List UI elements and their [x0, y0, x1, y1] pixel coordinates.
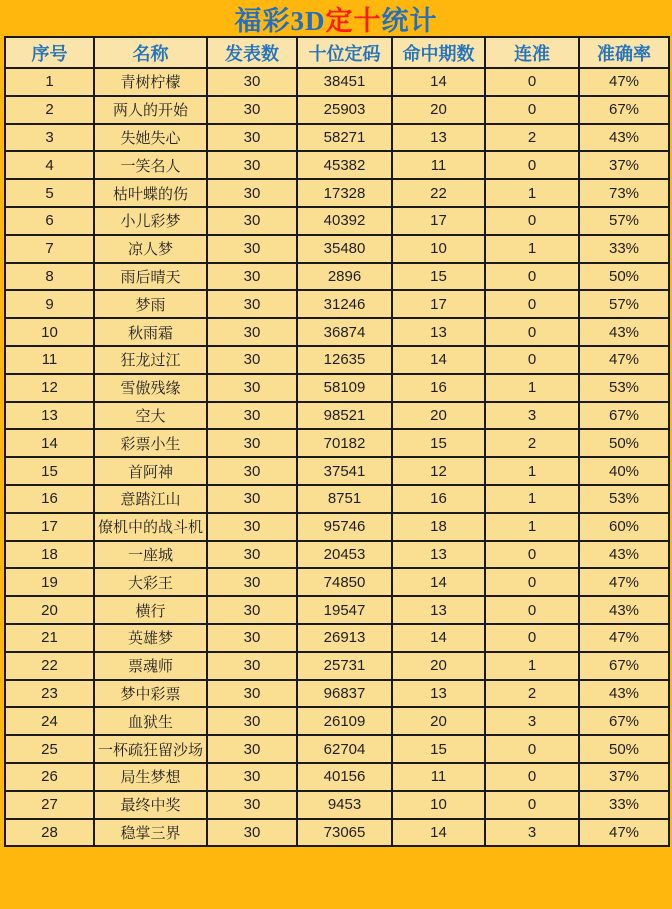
cell-hit-periods: 20 — [392, 96, 485, 124]
cell-hit-periods: 10 — [392, 235, 485, 263]
cell-tens-code: 95746 — [297, 513, 392, 541]
cell-tens-code: 98521 — [297, 402, 392, 430]
cell-streak: 0 — [485, 791, 579, 819]
table-row — [5, 346, 669, 374]
cell-name: 雪傲残缘 — [94, 374, 207, 402]
cell-tens-code: 58271 — [297, 124, 392, 152]
cell-streak: 0 — [485, 151, 579, 179]
cell-tens-code: 26913 — [297, 624, 392, 652]
cell-published-count: 30 — [207, 263, 297, 291]
table-row — [5, 235, 669, 263]
cell-tens-code: 12635 — [297, 346, 392, 374]
cell-streak: 0 — [485, 207, 579, 235]
header-index: 序号 — [5, 37, 94, 68]
table-header — [5, 37, 669, 68]
cell-name: 血狱生 — [94, 707, 207, 735]
cell-hit-periods: 15 — [392, 735, 485, 763]
cell-hit-periods: 22 — [392, 179, 485, 207]
cell-index: 14 — [5, 429, 94, 457]
title-part-blue-1: 福彩3D — [234, 5, 326, 36]
cell-streak: 0 — [485, 263, 579, 291]
table-row — [5, 541, 669, 569]
cell-index: 15 — [5, 457, 94, 485]
cell-tens-code: 20453 — [297, 541, 392, 569]
cell-accuracy: 37% — [579, 151, 669, 179]
cell-published-count: 30 — [207, 318, 297, 346]
cell-name: 最终中奖 — [94, 791, 207, 819]
cell-name: 大彩王 — [94, 568, 207, 596]
title-part-blue-2: 统计 — [381, 5, 438, 36]
cell-index: 4 — [5, 151, 94, 179]
cell-hit-periods: 16 — [392, 485, 485, 513]
table-row — [5, 68, 669, 96]
cell-index: 6 — [5, 207, 94, 235]
table-row — [5, 457, 669, 485]
cell-hit-periods: 17 — [392, 207, 485, 235]
table-row — [5, 290, 669, 318]
cell-name: 空大 — [94, 402, 207, 430]
page-title — [0, 0, 672, 36]
header-row — [5, 37, 669, 68]
cell-tens-code: 45382 — [297, 151, 392, 179]
cell-hit-periods: 13 — [392, 680, 485, 708]
cell-index: 5 — [5, 179, 94, 207]
table-row — [5, 429, 669, 457]
cell-hit-periods: 18 — [392, 513, 485, 541]
cell-streak: 2 — [485, 680, 579, 708]
cell-index: 13 — [5, 402, 94, 430]
header-name: 名称 — [94, 37, 207, 68]
cell-accuracy: 67% — [579, 652, 669, 680]
cell-published-count: 30 — [207, 68, 297, 96]
cell-index: 21 — [5, 624, 94, 652]
cell-name: 梦中彩票 — [94, 680, 207, 708]
table-row — [5, 568, 669, 596]
cell-streak: 0 — [485, 290, 579, 318]
cell-index: 12 — [5, 374, 94, 402]
cell-hit-periods: 13 — [392, 124, 485, 152]
cell-published-count: 30 — [207, 791, 297, 819]
cell-accuracy: 40% — [579, 457, 669, 485]
table-row — [5, 374, 669, 402]
cell-published-count: 30 — [207, 235, 297, 263]
cell-tens-code: 74850 — [297, 568, 392, 596]
cell-name: 枯叶蝶的伤 — [94, 179, 207, 207]
cell-name: 票魂师 — [94, 652, 207, 680]
table-row — [5, 652, 669, 680]
stats-table — [4, 36, 670, 847]
cell-tens-code: 40392 — [297, 207, 392, 235]
cell-hit-periods: 17 — [392, 290, 485, 318]
cell-name: 彩票小生 — [94, 429, 207, 457]
table-row — [5, 735, 669, 763]
cell-hit-periods: 15 — [392, 429, 485, 457]
cell-hit-periods: 11 — [392, 151, 485, 179]
cell-accuracy: 43% — [579, 596, 669, 624]
cell-name: 失她失心 — [94, 124, 207, 152]
cell-hit-periods: 13 — [392, 541, 485, 569]
cell-accuracy: 47% — [579, 624, 669, 652]
table-row — [5, 624, 669, 652]
header-tens-code: 十位定码 — [297, 37, 392, 68]
cell-tens-code: 8751 — [297, 485, 392, 513]
cell-index: 10 — [5, 318, 94, 346]
cell-index: 8 — [5, 263, 94, 291]
cell-accuracy: 37% — [579, 763, 669, 791]
cell-published-count: 30 — [207, 151, 297, 179]
cell-index: 25 — [5, 735, 94, 763]
cell-accuracy: 43% — [579, 124, 669, 152]
cell-name: 梦雨 — [94, 290, 207, 318]
cell-published-count: 30 — [207, 485, 297, 513]
cell-index: 7 — [5, 235, 94, 263]
cell-tens-code: 36874 — [297, 318, 392, 346]
header-streak: 连准 — [485, 37, 579, 68]
cell-tens-code: 35480 — [297, 235, 392, 263]
cell-accuracy: 43% — [579, 680, 669, 708]
cell-published-count: 30 — [207, 124, 297, 152]
cell-published-count: 30 — [207, 680, 297, 708]
table-row — [5, 707, 669, 735]
cell-accuracy: 47% — [579, 819, 669, 847]
cell-tens-code: 31246 — [297, 290, 392, 318]
cell-hit-periods: 13 — [392, 318, 485, 346]
table-row — [5, 207, 669, 235]
cell-tens-code: 2896 — [297, 263, 392, 291]
cell-name: 秋雨霜 — [94, 318, 207, 346]
cell-accuracy: 67% — [579, 707, 669, 735]
cell-streak: 0 — [485, 763, 579, 791]
cell-accuracy: 57% — [579, 207, 669, 235]
cell-index: 1 — [5, 68, 94, 96]
cell-name: 一座城 — [94, 541, 207, 569]
cell-published-count: 30 — [207, 96, 297, 124]
cell-streak: 1 — [485, 374, 579, 402]
cell-hit-periods: 14 — [392, 68, 485, 96]
cell-name: 凉人梦 — [94, 235, 207, 263]
cell-published-count: 30 — [207, 735, 297, 763]
header-accuracy: 准确率 — [579, 37, 669, 68]
cell-index: 20 — [5, 596, 94, 624]
cell-accuracy: 50% — [579, 263, 669, 291]
cell-accuracy: 43% — [579, 318, 669, 346]
cell-tens-code: 25731 — [297, 652, 392, 680]
cell-name: 一杯疏狂留沙场 — [94, 735, 207, 763]
cell-hit-periods: 14 — [392, 819, 485, 847]
cell-streak: 3 — [485, 707, 579, 735]
cell-name: 狂龙过江 — [94, 346, 207, 374]
cell-name: 两人的开始 — [94, 96, 207, 124]
cell-tens-code: 19547 — [297, 596, 392, 624]
cell-accuracy: 50% — [579, 735, 669, 763]
cell-tens-code: 26109 — [297, 707, 392, 735]
cell-published-count: 30 — [207, 819, 297, 847]
cell-accuracy: 53% — [579, 374, 669, 402]
cell-index: 22 — [5, 652, 94, 680]
cell-accuracy: 50% — [579, 429, 669, 457]
cell-hit-periods: 11 — [392, 763, 485, 791]
cell-index: 2 — [5, 96, 94, 124]
cell-hit-periods: 15 — [392, 263, 485, 291]
cell-hit-periods: 16 — [392, 374, 485, 402]
cell-streak: 0 — [485, 596, 579, 624]
cell-index: 26 — [5, 763, 94, 791]
cell-index: 23 — [5, 680, 94, 708]
cell-tens-code: 38451 — [297, 68, 392, 96]
cell-streak: 0 — [485, 735, 579, 763]
cell-index: 28 — [5, 819, 94, 847]
cell-index: 19 — [5, 568, 94, 596]
table-row — [5, 96, 669, 124]
cell-streak: 0 — [485, 318, 579, 346]
table-row — [5, 485, 669, 513]
cell-accuracy: 67% — [579, 402, 669, 430]
cell-name: 稳掌三界 — [94, 819, 207, 847]
cell-index: 18 — [5, 541, 94, 569]
header-hit-periods: 命中期数 — [392, 37, 485, 68]
table-row — [5, 124, 669, 152]
table-row — [5, 402, 669, 430]
cell-tens-code: 37541 — [297, 457, 392, 485]
cell-accuracy: 47% — [579, 346, 669, 374]
cell-accuracy: 47% — [579, 68, 669, 96]
table-row — [5, 179, 669, 207]
cell-name: 青树柠檬 — [94, 68, 207, 96]
cell-accuracy: 33% — [579, 235, 669, 263]
cell-tens-code: 73065 — [297, 819, 392, 847]
table-row — [5, 263, 669, 291]
cell-tens-code: 96837 — [297, 680, 392, 708]
table-row — [5, 513, 669, 541]
cell-streak: 3 — [485, 819, 579, 847]
cell-streak: 1 — [485, 652, 579, 680]
cell-index: 9 — [5, 290, 94, 318]
cell-accuracy: 47% — [579, 568, 669, 596]
cell-streak: 1 — [485, 179, 579, 207]
table-row — [5, 819, 669, 847]
cell-hit-periods: 10 — [392, 791, 485, 819]
cell-published-count: 30 — [207, 763, 297, 791]
cell-name: 局生梦想 — [94, 763, 207, 791]
cell-tens-code: 58109 — [297, 374, 392, 402]
cell-index: 16 — [5, 485, 94, 513]
cell-streak: 3 — [485, 402, 579, 430]
table-row — [5, 763, 669, 791]
table-row — [5, 791, 669, 819]
cell-index: 24 — [5, 707, 94, 735]
cell-published-count: 30 — [207, 346, 297, 374]
cell-streak: 1 — [485, 485, 579, 513]
cell-name: 横行 — [94, 596, 207, 624]
cell-accuracy: 73% — [579, 179, 669, 207]
cell-published-count: 30 — [207, 457, 297, 485]
cell-accuracy: 57% — [579, 290, 669, 318]
table-row — [5, 151, 669, 179]
cell-name: 雨后晴天 — [94, 263, 207, 291]
cell-hit-periods: 20 — [392, 652, 485, 680]
cell-streak: 0 — [485, 541, 579, 569]
table-row — [5, 680, 669, 708]
cell-published-count: 30 — [207, 429, 297, 457]
cell-tens-code: 70182 — [297, 429, 392, 457]
cell-published-count: 30 — [207, 707, 297, 735]
cell-accuracy: 43% — [579, 541, 669, 569]
cell-streak: 0 — [485, 96, 579, 124]
cell-tens-code: 25903 — [297, 96, 392, 124]
cell-hit-periods: 14 — [392, 346, 485, 374]
cell-streak: 0 — [485, 346, 579, 374]
cell-published-count: 30 — [207, 290, 297, 318]
cell-name: 意踏江山 — [94, 485, 207, 513]
cell-streak: 0 — [485, 68, 579, 96]
table-row — [5, 318, 669, 346]
table-row — [5, 596, 669, 624]
cell-index: 17 — [5, 513, 94, 541]
cell-streak: 2 — [485, 429, 579, 457]
header-published-count: 发表数 — [207, 37, 297, 68]
cell-hit-periods: 12 — [392, 457, 485, 485]
cell-name: 僚机中的战斗机 — [94, 513, 207, 541]
cell-streak: 1 — [485, 457, 579, 485]
cell-published-count: 30 — [207, 513, 297, 541]
cell-accuracy: 53% — [579, 485, 669, 513]
cell-published-count: 30 — [207, 541, 297, 569]
cell-hit-periods: 14 — [392, 568, 485, 596]
cell-streak: 1 — [485, 235, 579, 263]
cell-index: 11 — [5, 346, 94, 374]
cell-published-count: 30 — [207, 596, 297, 624]
cell-published-count: 30 — [207, 402, 297, 430]
cell-tens-code: 9453 — [297, 791, 392, 819]
cell-published-count: 30 — [207, 179, 297, 207]
cell-published-count: 30 — [207, 374, 297, 402]
cell-published-count: 30 — [207, 207, 297, 235]
table-body — [5, 68, 669, 846]
cell-name: 小儿彩梦 — [94, 207, 207, 235]
cell-streak: 2 — [485, 124, 579, 152]
cell-hit-periods: 20 — [392, 402, 485, 430]
cell-name: 英雄梦 — [94, 624, 207, 652]
cell-hit-periods: 13 — [392, 596, 485, 624]
title-part-red: 定十 — [325, 5, 382, 36]
cell-streak: 0 — [485, 568, 579, 596]
cell-accuracy: 67% — [579, 96, 669, 124]
cell-streak: 1 — [485, 513, 579, 541]
cell-tens-code: 40156 — [297, 763, 392, 791]
cell-index: 3 — [5, 124, 94, 152]
cell-name: 一笑名人 — [94, 151, 207, 179]
cell-hit-periods: 14 — [392, 624, 485, 652]
cell-accuracy: 60% — [579, 513, 669, 541]
cell-index: 27 — [5, 791, 94, 819]
cell-hit-periods: 20 — [392, 707, 485, 735]
cell-published-count: 30 — [207, 624, 297, 652]
cell-tens-code: 62704 — [297, 735, 392, 763]
cell-name: 首阿神 — [94, 457, 207, 485]
cell-accuracy: 33% — [579, 791, 669, 819]
cell-published-count: 30 — [207, 652, 297, 680]
cell-streak: 0 — [485, 624, 579, 652]
cell-published-count: 30 — [207, 568, 297, 596]
cell-tens-code: 17328 — [297, 179, 392, 207]
